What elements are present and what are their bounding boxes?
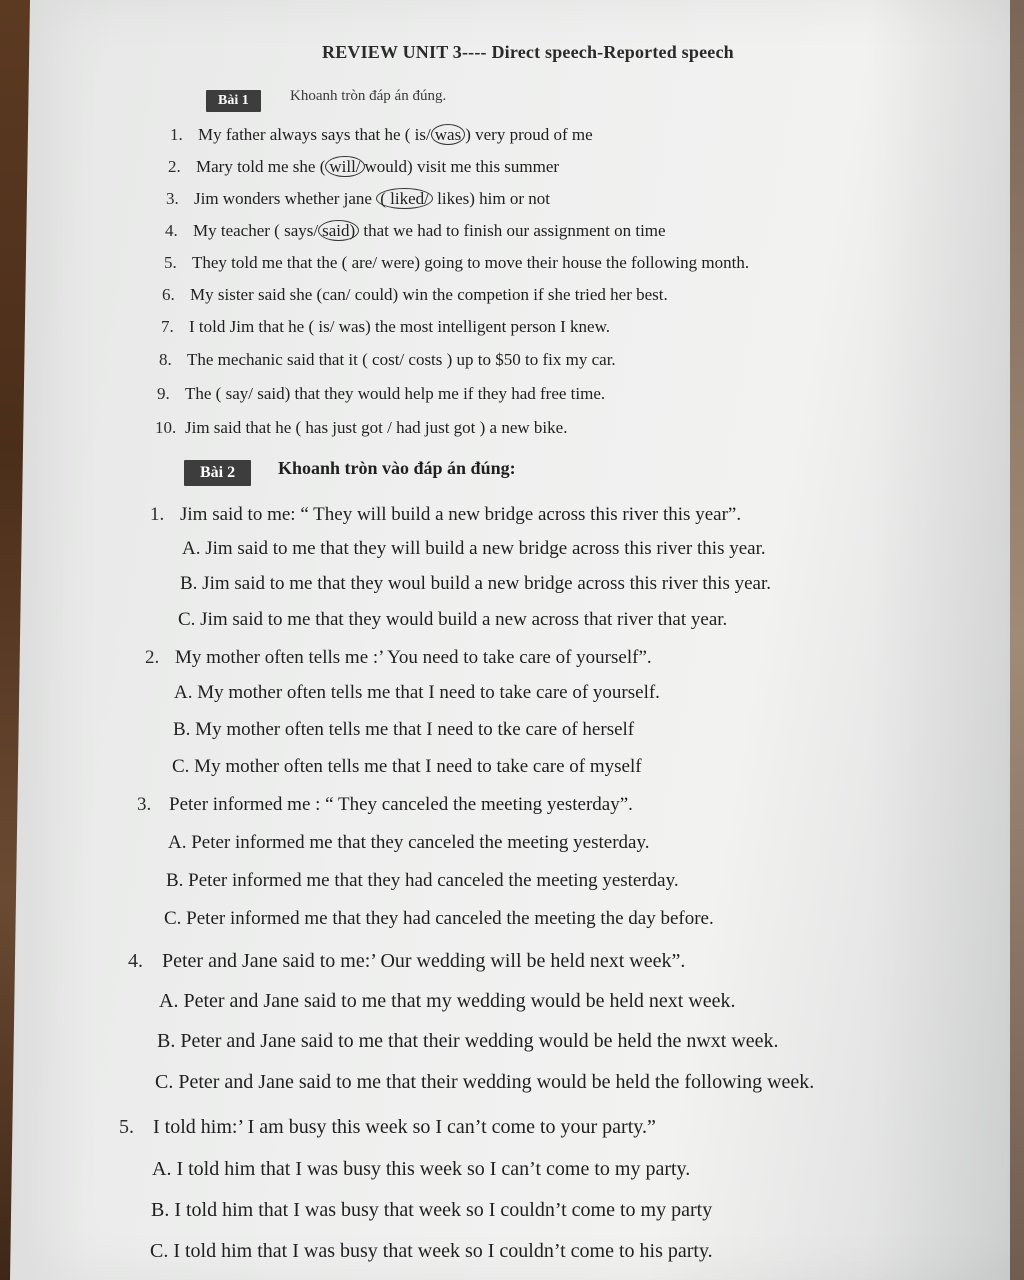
- item-number: 2.: [168, 157, 181, 176]
- section2-instruction: Khoanh tròn vào đáp án đúng:: [278, 458, 516, 478]
- s1-item: [157, 384, 605, 404]
- item-text: I told Jim that he ( is/ was) the most intelligent person I knew.: [189, 317, 610, 336]
- section1-badge: Bài 1: [206, 90, 261, 112]
- option[interactable]: C. I told him that I was busy that week so I couldn’t come to his party.: [150, 1240, 713, 1262]
- item-text: Jim wonders whether jane: [194, 189, 377, 208]
- s2-question: [119, 1116, 656, 1139]
- question-text: Peter informed me : “ They canceled the meeting yesterday”.: [169, 794, 633, 815]
- option[interactable]: A. My mother often tells me that I need to take care of yourself.: [174, 682, 660, 703]
- question-text: Peter and Jane said to me:’ Our wedding will be held next week”.: [162, 950, 686, 972]
- item-text-end: ) very proud of me: [465, 125, 593, 144]
- s1-item: [155, 418, 567, 438]
- question-text: Jim said to me: “ They will build a new bridge across this river this year”.: [180, 504, 742, 525]
- item-number: 6.: [162, 285, 175, 304]
- question-number: 2.: [145, 647, 160, 668]
- section1-instruction: Khoanh tròn đáp án đúng.: [290, 88, 447, 104]
- item-number: 5.: [164, 253, 177, 272]
- s1-item: [170, 125, 593, 145]
- page-title: REVIEW UNIT 3---- Direct speech-Reported speech: [322, 42, 734, 62]
- question-text: I told him:’ I am busy this week so I can’t come to your party.”: [153, 1116, 656, 1138]
- item-number: 4.: [165, 221, 178, 240]
- item-text: Mary told me she (: [196, 157, 326, 176]
- item-text-end: that we had to finish our assignment on time: [359, 221, 666, 240]
- item-text-end: would) visit me this summer: [364, 157, 560, 176]
- s1-item: [168, 157, 559, 177]
- option[interactable]: A. Jim said to me that they will build a new bridge across this river this year.: [182, 538, 766, 559]
- item-number: 9.: [157, 384, 170, 403]
- s2-question: [145, 647, 652, 669]
- section2-badge: Bài 2: [184, 460, 251, 486]
- item-text: Jim said that he ( has just got / had just got ) a new bike.: [185, 418, 568, 437]
- item-text-end: likes) him or not: [432, 189, 550, 208]
- item-number: 1.: [170, 125, 183, 144]
- s2-question: [150, 504, 741, 526]
- circled-answer[interactable]: ( liked/: [376, 188, 433, 209]
- question-number: 1.: [150, 504, 165, 525]
- option[interactable]: B. Jim said to me that they woul build a new bridge across this river this year.: [180, 573, 772, 594]
- option[interactable]: B. My mother often tells me that I need to tke care of herself: [173, 719, 635, 740]
- item-text: The ( say/ said) that they would help me if they had free time.: [185, 384, 606, 403]
- item-text: The mechanic said that it ( cost/ costs ) up to $50 to fix my car.: [187, 350, 616, 369]
- item-number: 8.: [159, 350, 172, 369]
- item-text: My teacher ( says/: [193, 221, 319, 240]
- item-text: My sister said she (can/ could) win the competion if she tried her best.: [190, 285, 668, 304]
- question-number: 5.: [119, 1116, 134, 1138]
- item-text: My father always says that he ( is/: [198, 125, 431, 144]
- question-text: My mother often tells me :’ You need to take care of yourself”.: [175, 647, 652, 668]
- item-number: 7.: [161, 317, 174, 336]
- item-number: 10.: [155, 418, 177, 437]
- s1-item: [162, 285, 668, 305]
- option[interactable]: C. Peter informed me that they had canceled the meeting the day before.: [164, 908, 714, 929]
- option[interactable]: B. I told him that I was busy that week so I couldn’t come to my party: [151, 1199, 713, 1221]
- circled-answer[interactable]: said): [318, 220, 359, 241]
- s1-item: [159, 350, 616, 370]
- s1-item: [166, 189, 550, 209]
- question-number: 3.: [137, 794, 152, 815]
- s2-question: [137, 794, 633, 816]
- option[interactable]: C. My mother often tells me that I need to take care of myself: [172, 756, 642, 777]
- question-number: 4.: [128, 950, 143, 972]
- item-number: 3.: [166, 189, 179, 208]
- option[interactable]: C. Peter and Jane said to me that their wedding would be held the following week.: [155, 1071, 815, 1093]
- option[interactable]: B. Peter informed me that they had canceled the meeting yesterday.: [166, 870, 679, 891]
- s1-item: [161, 317, 610, 337]
- option[interactable]: C. Jim said to me that they would build a new across that river that year.: [178, 609, 728, 630]
- circled-answer[interactable]: was: [431, 124, 465, 145]
- option[interactable]: B. Peter and Jane said to me that their wedding would be held the nwxt week.: [157, 1030, 779, 1052]
- circled-answer[interactable]: will/: [325, 156, 364, 177]
- option[interactable]: A. Peter informed me that they canceled the meeting yesterday.: [168, 832, 650, 853]
- s1-item: [164, 253, 749, 273]
- option[interactable]: A. Peter and Jane said to me that my wedding would be held next week.: [159, 990, 736, 1012]
- s1-item: [165, 221, 666, 241]
- s2-question: [128, 950, 685, 973]
- option[interactable]: A. I told him that I was busy this week so I can’t come to my party.: [152, 1158, 691, 1180]
- item-text: They told me that the ( are/ were) going to move their house the following month.: [192, 253, 750, 272]
